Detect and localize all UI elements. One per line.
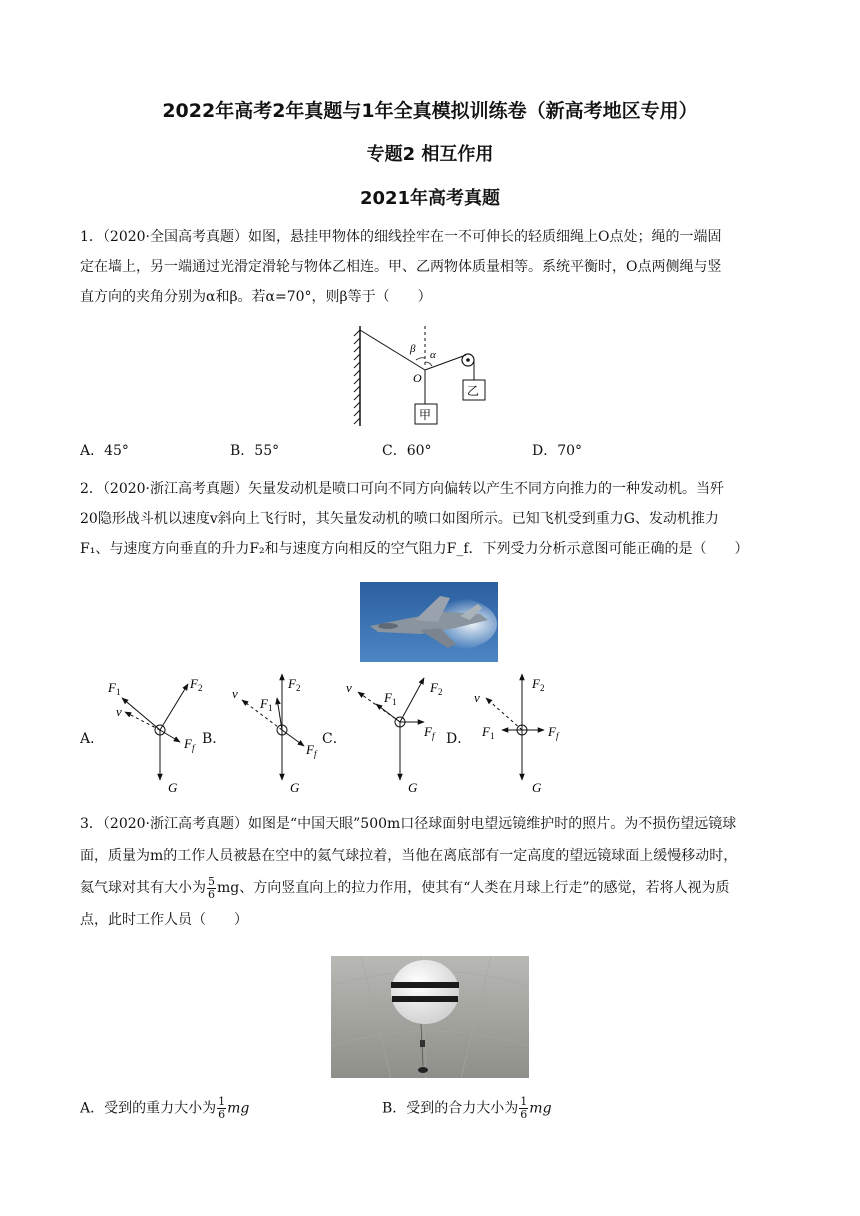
yi-label: 乙 xyxy=(467,384,480,398)
svg-text:F1: $F_1$ xyxy=(108,680,121,697)
q2-option-a-label[interactable]: A． xyxy=(80,731,105,747)
q2-line2: 20隐形战斗机以速度v斜向上飞行时，其矢量发动机的喷口如图所示。已知飞机受到重力G、发动机推力 xyxy=(80,511,719,527)
svg-text:Ff: $F_f$ xyxy=(424,724,435,741)
force-diagram-c[interactable] xyxy=(340,668,450,798)
force-diagram-b[interactable] xyxy=(222,668,332,798)
q3-line2: 面，质量为m的工作人员被悬在空中的氦气球拉着，当他在离底部有一定高度的望远镜球面上缓慢移动时， xyxy=(80,848,738,864)
q2-line1: 2．（2020·浙江高考真题）矢量发动机是喷口可向不同方向偏转以产生不同方向推力的一种发动机。当歼 xyxy=(80,481,724,497)
q1-line1: 1．（2020·全国高考真题）如图，悬挂甲物体的细线拴牢在一不可伸长的轻质细绳上O点处；绳的一端固 xyxy=(80,229,722,245)
point-o-label: O xyxy=(413,371,422,385)
fraction-one-sixth-b: $\frac{1}{6}$ xyxy=(520,1095,528,1121)
fraction-one-sixth-a: $\frac{1}{6}$ xyxy=(218,1095,226,1121)
q3-line4: 点，此时工作人员（ ） xyxy=(80,912,248,928)
svg-text:F1: $F_1$ xyxy=(482,724,495,741)
q1-option-d[interactable]: D．70° xyxy=(532,443,583,459)
svg-text:F1: $F_1$ xyxy=(384,690,397,707)
q3-line1: 3．（2020·浙江高考真题）如图是“中国天眼”500m口径球面射电望远镜维护时的照片。为不损伤望远镜球 xyxy=(80,816,737,832)
force-diagram-d[interactable] xyxy=(462,668,572,798)
q1-text xyxy=(80,222,780,312)
fraction-five-sixths: $\frac{5}{6}$ xyxy=(208,874,215,901)
q1-line3: 直方向的夹角分别为α和β。若α=70°，则β等于（ ） xyxy=(80,289,432,305)
svg-text:F2: $F_2$ xyxy=(532,676,545,693)
svg-text:F2: $F_2$ xyxy=(430,680,443,697)
svg-text:G: G xyxy=(532,780,542,795)
balloon-photo xyxy=(331,956,529,1078)
q3-text xyxy=(80,808,780,936)
q3-line3 xyxy=(80,872,780,904)
q2-line3: F₁、与速度方向垂直的升力F₂和与速度方向相反的空气阻力F_f．下列受力分析示意图可能正确的是（ ） xyxy=(80,541,749,557)
svg-text:v: v xyxy=(346,680,352,695)
q1-option-b[interactable]: B．55° xyxy=(230,443,280,459)
q1-line2: 定在墙上，另一端通过光滑定滑轮与物体乙相连。甲、乙两物体质量相等。系统平衡时，O点两侧绳与竖 xyxy=(80,259,722,275)
section-title: 2021年高考真题 xyxy=(359,188,501,209)
q2-option-c-label[interactable]: C． xyxy=(322,731,347,747)
q3-option-b[interactable]: B．受到的合力大小为 $\frac{1}{6}$ mg xyxy=(382,1095,552,1121)
svg-text:G: G xyxy=(290,780,300,795)
svg-text:F2: $F_2$ xyxy=(190,676,203,693)
topic-title: 专题2 相互作用 xyxy=(366,144,494,165)
svg-text:v: v xyxy=(474,690,480,705)
document-title: 2022年高考2年真题与1年全真模拟训练卷（新高考地区专用） xyxy=(162,100,698,122)
q1-figure xyxy=(350,322,490,430)
svg-text:v: v xyxy=(116,704,122,719)
q1-option-a[interactable]: A．45° xyxy=(80,443,129,459)
q2-option-b-label[interactable]: B． xyxy=(202,731,227,747)
svg-text:G: G xyxy=(408,780,418,795)
alpha-label: α xyxy=(430,349,436,361)
q1-option-c[interactable]: C．60° xyxy=(382,443,432,459)
q3-line3-part2: mg、方向竖直向上的拉力作用，使其有“人类在月球上行走”的感觉，若将人视为质 xyxy=(217,880,730,896)
svg-text:v: v xyxy=(232,686,238,701)
beta-label: β xyxy=(410,343,416,355)
q2-text xyxy=(80,474,780,564)
fighter-jet-photo xyxy=(360,582,498,662)
q2-option-d-label[interactable]: D． xyxy=(446,731,472,747)
svg-text:Ff: $F_f$ xyxy=(184,736,195,753)
q3-line3-part1: 氦气球对其有大小为 xyxy=(80,880,206,896)
svg-text:Ff: $F_f$ xyxy=(306,742,317,759)
svg-text:F2: $F_2$ xyxy=(288,676,301,693)
q3-option-a[interactable]: A．受到的重力大小为 $\frac{1}{6}$ mg xyxy=(80,1095,250,1121)
force-diagram-a[interactable] xyxy=(100,668,210,798)
svg-text:G: G xyxy=(168,780,178,795)
jia-label: 甲 xyxy=(419,408,432,422)
svg-text:F1: $F_1$ xyxy=(260,696,273,713)
svg-text:Ff: $F_f$ xyxy=(548,724,559,741)
